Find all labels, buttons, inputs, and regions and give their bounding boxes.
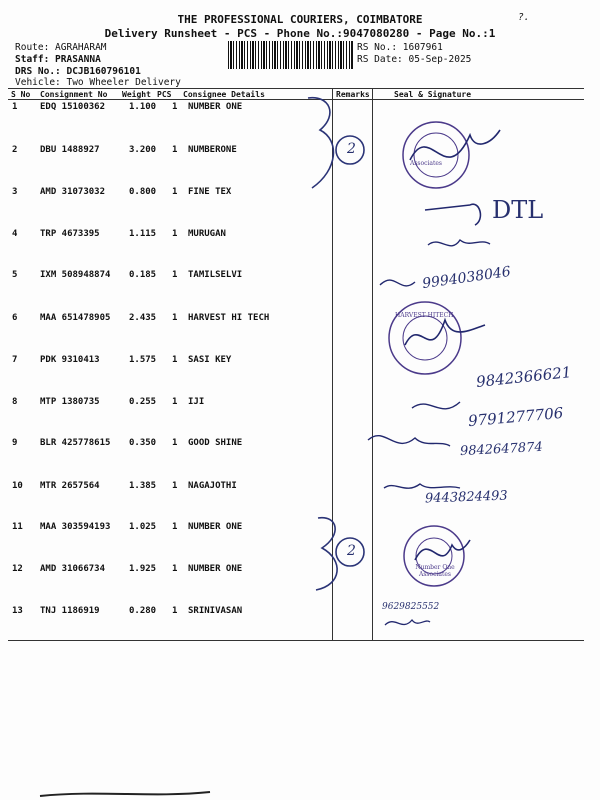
row-7-wt: 1.575 — [129, 355, 157, 365]
phone-row5: 9994038046 — [421, 263, 512, 293]
row-6-sno: 6 — [12, 313, 18, 323]
row-11-wt: 1.025 — [129, 522, 157, 532]
row-13-cons: TNJ 1186919 — [40, 606, 100, 616]
row-9-wt: 0.350 — [129, 438, 157, 448]
row-2-cons: DBU 1488927 — [40, 145, 100, 155]
row-1-name: NUMBER ONE — [188, 102, 243, 112]
signature-1 — [410, 130, 500, 160]
row-9-cons: BLR 425778615 — [40, 438, 111, 448]
row-2-name: NUMBERONE — [188, 145, 237, 155]
row-3-pcs: 1 — [172, 187, 178, 197]
col-pcs: PCS — [157, 90, 172, 99]
row-1-wt: 1.100 — [129, 102, 157, 112]
row-12-pcs: 1 — [172, 564, 178, 574]
stamp-1-text: Associates — [410, 160, 443, 167]
row-2-wt: 3.200 — [129, 145, 157, 155]
row-2-sno: 2 — [12, 145, 18, 155]
row-12-wt: 1.925 — [129, 564, 157, 574]
row-11-cons: MAA 303594193 — [40, 522, 111, 532]
row-5-sno: 5 — [12, 270, 18, 280]
row-1-cons: EDQ 15100362 — [40, 102, 106, 112]
row-8-cons: MTP 1380735 — [40, 397, 100, 407]
row-6-cons: MAA 651478905 — [40, 313, 111, 323]
row-4-wt: 1.115 — [129, 229, 157, 239]
row-10-wt: 1.385 — [129, 481, 157, 491]
circled-two-1: 2 — [347, 141, 356, 157]
col-weight: Weight — [122, 90, 151, 99]
row-6-pcs: 1 — [172, 313, 178, 323]
row-10-cons: MTR 2657564 — [40, 481, 100, 491]
col-sno: S No — [11, 90, 31, 99]
signature-row5 — [380, 280, 415, 286]
staff-label: Staff: PRASANNA — [15, 54, 101, 65]
signature-row13 — [385, 620, 430, 625]
row-8-name: IJI — [188, 397, 205, 407]
row-9-pcs: 1 — [172, 438, 178, 448]
route-label: Route: AGRAHARAM — [15, 42, 107, 53]
row-7-sno: 7 — [12, 355, 18, 365]
row-5-pcs: 1 — [172, 270, 178, 280]
vehicle-label: Vehicle: Two Wheeler Delivery — [15, 77, 181, 88]
corner-mark: ?. — [518, 12, 530, 23]
row-1-sno: 1 — [12, 102, 18, 112]
row-10-name: NAGAJOTHI — [188, 481, 237, 491]
stamp-3-text: Number One Associates — [415, 564, 455, 578]
row-5-cons: IXM 508948874 — [40, 270, 111, 280]
dtl-mark: DTL — [492, 196, 544, 224]
bracket-scribble-2 — [316, 518, 337, 590]
phone-row8: 9791277706 — [467, 403, 565, 431]
row-5-wt: 0.185 — [129, 270, 157, 280]
row-3-name: FINE TEX — [188, 187, 232, 197]
row-4-pcs: 1 — [172, 229, 178, 239]
phone-row10: 9443824493 — [424, 488, 508, 507]
circled-two-2: 2 — [347, 543, 356, 559]
stamp-1-inner — [414, 133, 458, 177]
row-7-name: SASI KEY — [188, 355, 232, 365]
row-6-name: HARVEST HI TECH — [188, 313, 270, 323]
row-8-pcs: 1 — [172, 397, 178, 407]
row-9-sno: 9 — [12, 438, 18, 448]
row-3-cons: AMD 31073032 — [40, 187, 106, 197]
bracket-scribble-1 — [308, 98, 333, 188]
phone-row7: 9842366621 — [475, 363, 573, 391]
row-8-sno: 8 — [12, 397, 18, 407]
row-7-pcs: 1 — [172, 355, 178, 365]
signature-row9 — [368, 436, 450, 446]
col-seal: Seal & Signature — [394, 90, 472, 99]
row-3-sno: 3 — [12, 187, 18, 197]
col-consignee: Consignee Details — [183, 90, 265, 99]
signature-row8 — [412, 402, 460, 409]
col-remarks: Remarks — [336, 90, 370, 99]
row-4-cons: TRP 4673395 — [40, 229, 100, 239]
stamp-2-text: HARVEST HITECH — [395, 312, 454, 319]
row-13-pcs: 1 — [172, 606, 178, 616]
phone-row13: 9629825552 — [382, 602, 440, 612]
row-11-pcs: 1 — [172, 522, 178, 532]
row-13-wt: 0.280 — [129, 606, 157, 616]
drs-label: DRS No.: DCJB160796101 — [15, 66, 141, 77]
row-11-name: NUMBER ONE — [188, 522, 243, 532]
row-10-pcs: 1 — [172, 481, 178, 491]
row-6-wt: 2.435 — [129, 313, 157, 323]
row-4-sno: 4 — [12, 229, 18, 239]
row-12-cons: AMD 31066734 — [40, 564, 106, 574]
row-3-wt: 0.800 — [129, 187, 157, 197]
signature-row4 — [428, 240, 490, 246]
row-8-wt: 0.255 — [129, 397, 157, 407]
rs-date: RS Date: 05-Sep-2025 — [357, 54, 472, 65]
rs-number: RS No.: 1607961 — [357, 42, 443, 53]
row-5-name: TAMILSELVI — [188, 270, 243, 280]
signature-2 — [405, 320, 485, 345]
phone-row9: 9842647874 — [459, 439, 544, 460]
row-12-sno: 12 — [12, 564, 23, 574]
row-11-sno: 11 — [12, 522, 23, 532]
row-4-name: MURUGAN — [188, 229, 226, 239]
row-13-sno: 13 — [12, 606, 23, 616]
row-1-pcs: 1 — [172, 102, 178, 112]
page-title: THE PROFESSIONAL COURIERS, COIMBATORE — [177, 13, 423, 26]
page-subtitle: Delivery Runsheet - PCS - Phone No.:9047080280 - Page No.:1 — [104, 27, 496, 40]
row-2-pcs: 1 — [172, 145, 178, 155]
row-9-name: GOOD SHINE — [188, 438, 243, 448]
bottom-scratch — [40, 792, 210, 796]
row-12-name: NUMBER ONE — [188, 564, 243, 574]
row-7-cons: PDK 9310413 — [40, 355, 100, 365]
signature-row3 — [425, 204, 480, 225]
row-13-name: SRINIVASAN — [188, 606, 243, 616]
row-10-sno: 10 — [12, 481, 23, 491]
signature-row10 — [384, 484, 460, 488]
col-consignment: Consignment No — [40, 90, 108, 99]
